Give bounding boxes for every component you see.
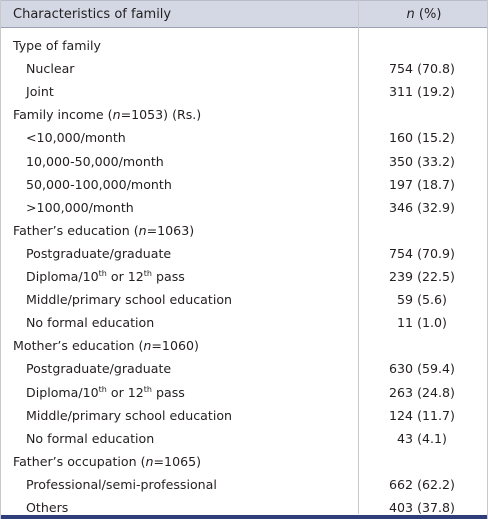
label-sup: th	[143, 268, 153, 278]
label-n: n	[143, 338, 152, 354]
table-body	[1, 28, 487, 515]
row-value: 197 (18.7)	[389, 176, 455, 192]
row-value: 662 (62.2)	[389, 476, 455, 492]
table-row	[1, 492, 487, 515]
table-row	[1, 446, 487, 469]
row-value: 11 (1.0)	[397, 315, 447, 331]
label-part: or 12	[106, 269, 144, 285]
row-label: Postgraduate/graduate	[26, 361, 172, 377]
table-row	[1, 169, 487, 192]
label-part: =1063)	[146, 222, 195, 238]
label-part: Family income (	[13, 107, 113, 123]
row-label: Middle/primary school education	[26, 292, 233, 308]
row-label: Middle/primary school education	[26, 407, 233, 423]
label-n: n	[145, 453, 154, 469]
row-value: 350 (33.2)	[389, 153, 455, 169]
label-part: Diploma/10	[26, 384, 99, 400]
row-label: >100,000/month	[26, 199, 134, 215]
table-row	[1, 30, 487, 53]
row-label: No formal education	[26, 315, 155, 331]
row-label: 10,000-50,000/month	[26, 153, 164, 169]
table-row	[1, 53, 487, 76]
row-label: Professional/semi-professional	[26, 476, 217, 492]
table-row	[1, 353, 487, 376]
label-part: =1065)	[153, 453, 202, 469]
bottom-rule	[1, 515, 487, 519]
row-value: 754 (70.8)	[389, 61, 455, 77]
label-part: Father’s education (	[13, 222, 139, 238]
row-value: 754 (70.9)	[389, 245, 455, 261]
table-row	[1, 469, 487, 492]
row-label: 50,000-100,000/month	[26, 176, 172, 192]
table-row	[1, 76, 487, 99]
header-percent: (%)	[414, 6, 442, 22]
table-row	[1, 145, 487, 168]
table-row	[1, 261, 487, 284]
label-sup: th	[98, 384, 107, 394]
table-row	[1, 400, 487, 423]
label-part: pass	[152, 269, 185, 285]
row-label: Postgraduate/graduate	[26, 245, 172, 261]
row-value: 263 (24.8)	[389, 384, 455, 400]
table-row	[1, 284, 487, 307]
row-value: 160 (15.2)	[389, 130, 455, 146]
label-n: n	[112, 107, 121, 123]
header-n: n	[406, 6, 415, 22]
row-label: Others	[26, 499, 69, 515]
table-row	[1, 307, 487, 330]
header-characteristics: Characteristics of family	[13, 6, 172, 22]
header-n-percent	[361, 7, 487, 22]
row-value: 403 (37.8)	[389, 499, 455, 515]
row-label	[1, 338, 359, 353]
label-part: Diploma/10	[26, 269, 99, 285]
table-row	[1, 192, 487, 215]
table-row	[1, 376, 487, 399]
row-label: No formal education	[26, 430, 155, 446]
label-sup: th	[143, 384, 153, 394]
row-label: Joint	[26, 84, 54, 100]
row-label: Type of family	[13, 38, 101, 54]
label-part: or 12	[106, 384, 144, 400]
row-label: Nuclear	[26, 61, 75, 77]
label-part: Mother’s education (	[13, 338, 144, 354]
column-divider	[358, 0, 359, 514]
row-value: 43 (4.1)	[397, 430, 447, 446]
label-part: pass	[152, 384, 185, 400]
row-value: 630 (59.4)	[389, 361, 455, 377]
table-row	[1, 122, 487, 145]
label-sup: th	[98, 268, 107, 278]
row-label	[1, 385, 359, 400]
label-part: Father’s occupation (	[13, 453, 146, 469]
row-value: 311 (19.2)	[389, 84, 455, 100]
row-label: <10,000/month	[26, 130, 126, 146]
label-part: =1053) (Rs.)	[120, 107, 202, 123]
table-row	[1, 330, 487, 353]
table-row	[1, 215, 487, 238]
row-value: 59 (5.6)	[397, 292, 447, 308]
table-row	[1, 238, 487, 261]
table-row	[1, 423, 487, 446]
row-value: 239 (22.5)	[389, 269, 455, 285]
row-value: 346 (32.9)	[389, 199, 455, 215]
table-header	[1, 0, 487, 28]
row-value: 124 (11.7)	[389, 407, 455, 423]
table-row	[1, 99, 487, 122]
row-label	[1, 454, 359, 469]
row-label	[1, 107, 359, 122]
label-part: =1060)	[151, 338, 199, 354]
row-label	[1, 269, 359, 284]
row-label	[1, 223, 359, 238]
label-n: n	[138, 222, 147, 238]
